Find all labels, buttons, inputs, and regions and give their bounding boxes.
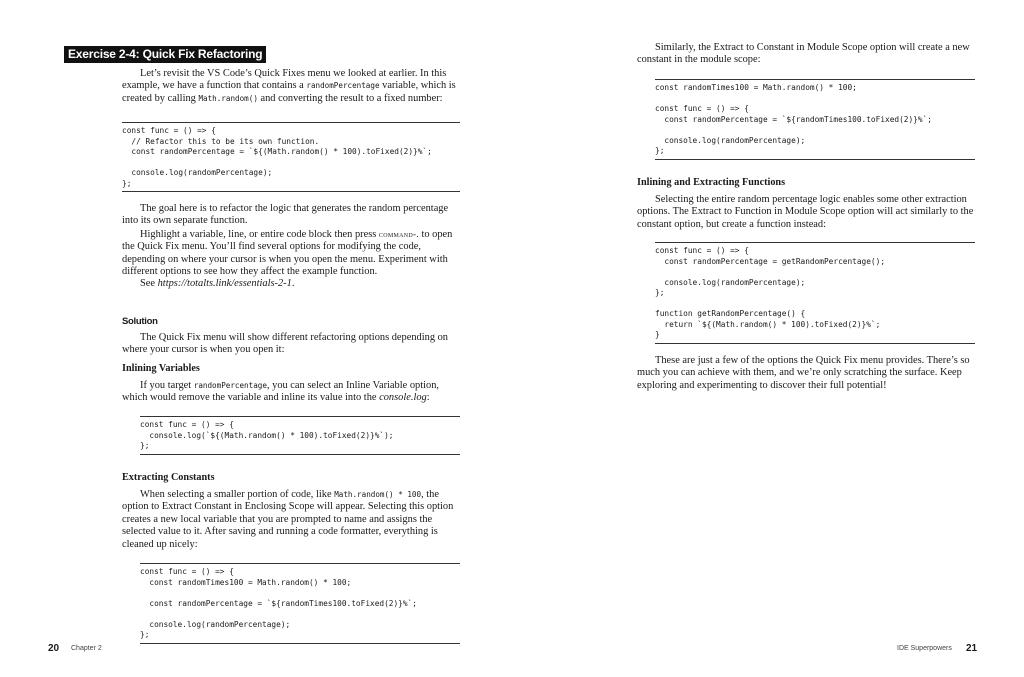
- similarly-paragraph: Similarly, the Extract to Constant in Module Scope option will create a new constant in the module scope:: [637, 42, 970, 66]
- code-block-inlined: const func = () => { console.log(`${(Math.random() * 100).toFixed(2)}%`); };: [140, 416, 460, 455]
- closing-paragraph: These are just a few of the options the Quick Fix menu provides. There’s so much you can achieve with them, and we’re only scratching the surface. Keep exploring and experimenting to discover their full potential!: [637, 355, 970, 391]
- solution-heading: Solution: [122, 316, 158, 327]
- inline-code: randomPercentage: [193, 381, 267, 390]
- page-number-right: 21: [966, 643, 978, 654]
- section-label: IDE Superpowers: [897, 645, 952, 652]
- extracting-paragraph: When selecting a smaller portion of code, like Math.random() * 100, the option to Extract Constant in Enclosing Scope will appear. Selecting this option creates a new local variable that you are prompted to name and assigns the selected value to it. After saving and running a code formatter, everything is cleaned up nicely:: [122, 489, 454, 550]
- extracting-constants-heading: Extracting Constants: [122, 472, 215, 483]
- functions-paragraph: Selecting the entire random percentage logic enables some other extraction options. The Extract to Function in Module Scope option will act similarly to the constant option, but create a function instead:: [637, 194, 974, 230]
- code-block-module-constant: const randomTimes100 = Math.random() * 100; const func = () => { const randomPercentage = `${randomTimes100.toFixed(2)}%`; console.log(randomPercentage); };: [655, 79, 975, 160]
- code-block-original: const func = () => { // Refactor this to be its own function. const randomPercentage = `${(Math.random() * 100).toFixed(2)}%`; console.log(randomPercentage); };: [122, 122, 460, 192]
- functions-heading: Inlining and Extracting Functions: [637, 177, 786, 188]
- chapter-label: Chapter 2: [71, 645, 102, 652]
- inline-code: randomPercentage: [306, 81, 380, 91]
- inlining-paragraph: If you target randomPercentage, you can select an Inline Variable option, which would remove the variable and inline its value into the console.log:: [122, 380, 439, 404]
- code-block-extracted-local: const func = () => { const randomTimes100 = Math.random() * 100; const randomPercentage = `${randomTimes100.toFixed(2)}%`; console.log(randomPercentage); };: [140, 563, 460, 644]
- keyboard-shortcut: command-.: [378, 228, 419, 239]
- intro-paragraph: Let’s revisit the VS Code’s Quick Fixes menu we looked at earlier. In this example, we have a function that contains a randomPercentage variable, which is created by calling Math.random() and converting the result to a fixed number:: [122, 68, 456, 104]
- solution-paragraph: The Quick Fix menu will show different refactoring options depending on where your cursor is when you open it:: [122, 332, 448, 356]
- reference-link[interactable]: https://totalts.link/essentials-2-1: [157, 278, 292, 290]
- page-number-left: 20: [48, 643, 60, 654]
- code-block-extracted-function: const func = () => { const randomPercentage = getRandomPercentage(); console.log(randomPercentage); }; function getRandomPercentage() { return `${(Math.random() * 100).toFixed(2)}%`; }: [655, 242, 975, 344]
- inline-code: Math.random() * 100: [334, 490, 422, 499]
- goal-paragraphs: The goal here is to refactor the logic that generates the random percentage into its own separate function. Highlight a variable, line, or entire code block then press command-. to open the Quick Fix menu. You’ll find several options for modifying the code, depending on where your cursor is when you open the menu. Experiment with different options to see how they affect the example function. See https://totalts.link/essentials-2-1.: [122, 203, 453, 290]
- exercise-title: Exercise 2-4: Quick Fix Refactoring: [64, 46, 266, 63]
- inline-code: Math.random(): [198, 93, 258, 103]
- inlining-variables-heading: Inlining Variables: [122, 363, 200, 374]
- right-page: [512, 0, 1024, 677]
